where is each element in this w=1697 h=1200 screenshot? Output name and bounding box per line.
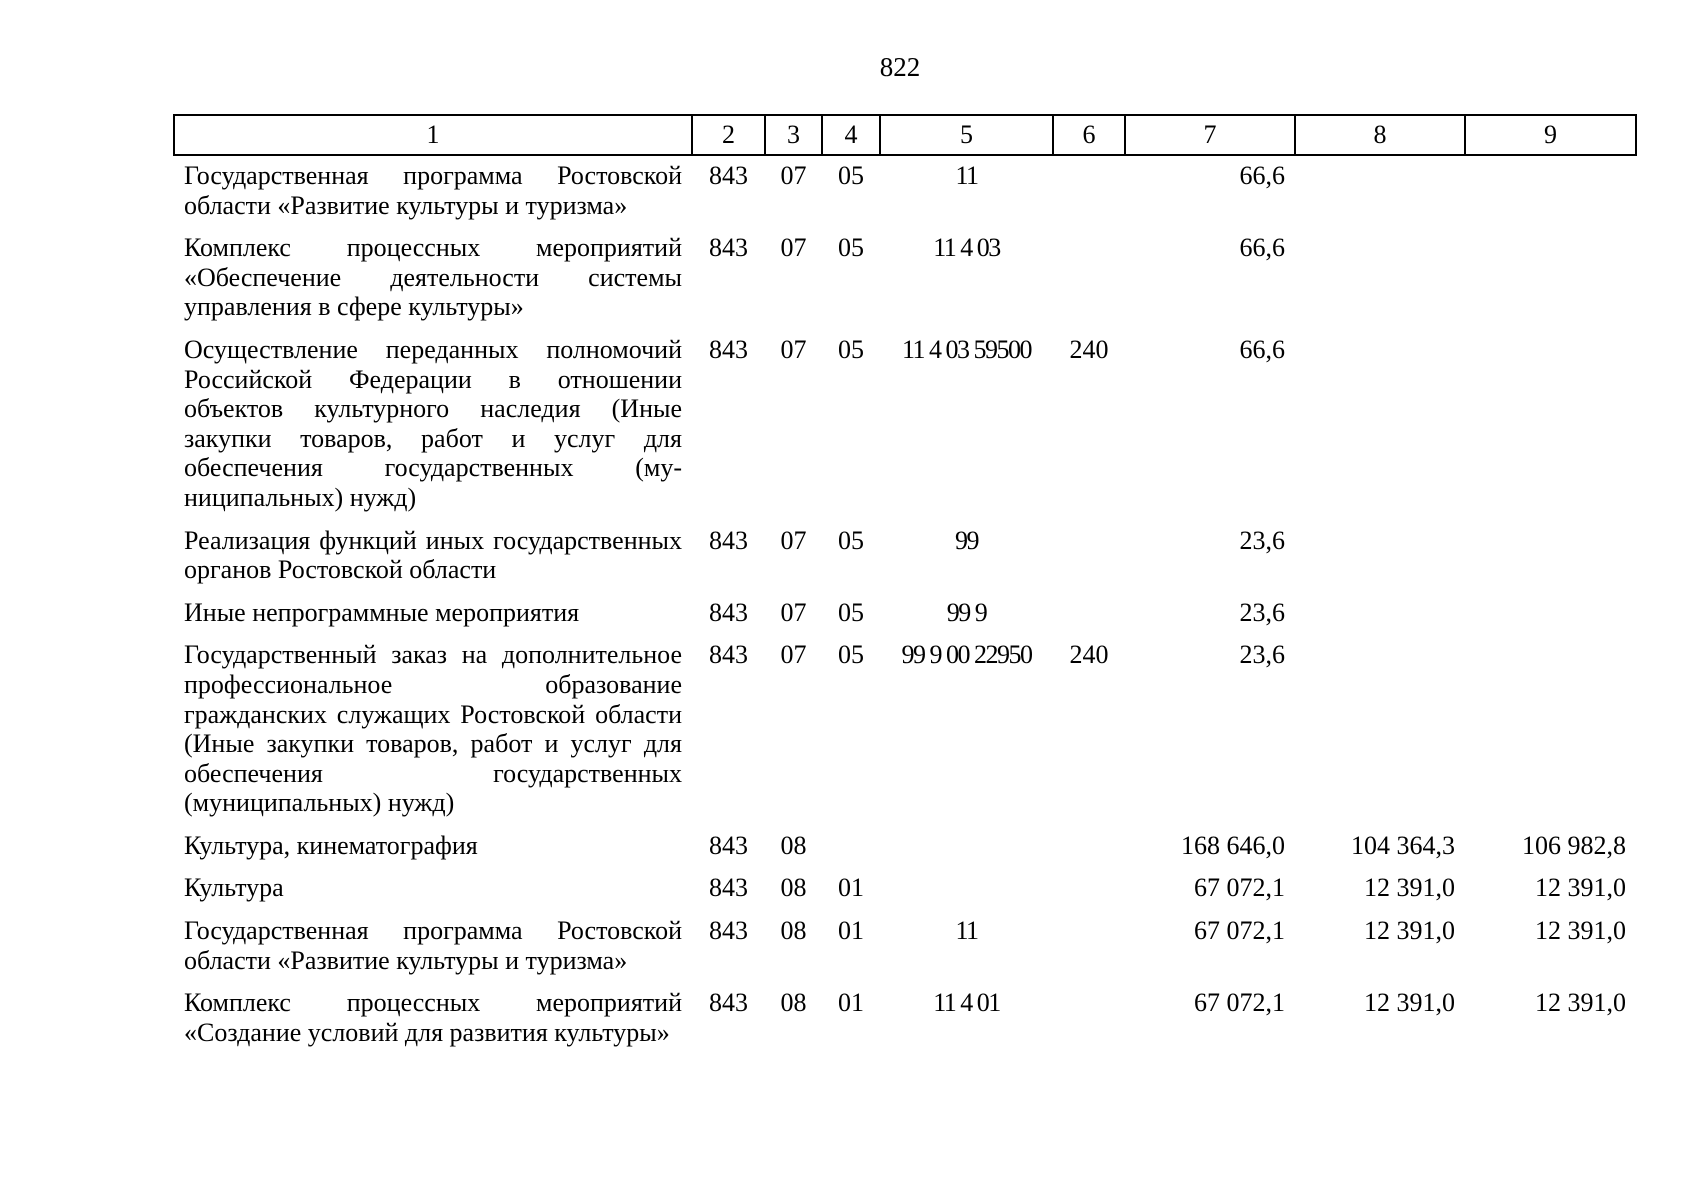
row-section-code: 08 [780, 988, 807, 1018]
header-col-3: 3 [765, 115, 822, 155]
row-amount-col9 [1465, 155, 1636, 228]
row-amount-col7: 67 072,1 [1194, 988, 1285, 1018]
row-name: Культура, кинематография [184, 830, 478, 860]
row-section-code: 07 [780, 525, 807, 555]
budget-table [173, 114, 1637, 1055]
row-target-article: 11 [955, 916, 978, 946]
row-amount-col9 [1465, 635, 1636, 826]
row-target-article: 11 4 03 [933, 233, 1000, 263]
row-amount-col7: 168 646,0 [1181, 830, 1285, 860]
row-name: Культура [184, 873, 284, 903]
row-amount-col7: 66,6 [1239, 233, 1285, 263]
row-expense-type [1053, 983, 1125, 1055]
row-amount-col9 [1465, 593, 1636, 636]
column-number-header [174, 115, 1636, 155]
row-ministry-code: 843 [709, 916, 748, 946]
row-subsection-code: 05 [838, 640, 864, 670]
page-number: 822 [879, 52, 921, 82]
row-target-article [880, 868, 1053, 911]
row-amount-col7: 67 072,1 [1194, 873, 1285, 903]
header-col-5: 5 [880, 115, 1053, 155]
table-row [174, 155, 1636, 228]
row-name: Комплекс процессных мероприятий «Создание условий для развития культуры» [184, 988, 682, 1047]
table-row [174, 868, 1636, 911]
row-amount-col8 [1295, 330, 1465, 521]
table-row [174, 911, 1636, 983]
row-target-article [880, 826, 1053, 869]
row-expense-type: 240 [1069, 640, 1109, 670]
row-amount-col9 [1465, 330, 1636, 521]
row-amount-col9: 12 391,0 [1535, 873, 1626, 903]
row-section-code: 07 [780, 334, 807, 364]
table-row [174, 635, 1636, 826]
row-section-code: 07 [780, 597, 807, 627]
row-ministry-code: 843 [709, 525, 748, 555]
row-expense-type [1053, 228, 1125, 330]
row-section-code: 08 [780, 830, 807, 860]
row-expense-type [1053, 155, 1125, 228]
row-name: Государственная программа Ростовской области «Развитие культуры и туризма» [184, 916, 682, 975]
row-subsection-code: 01 [838, 916, 864, 946]
row-amount-col8 [1295, 635, 1465, 826]
row-expense-type [1053, 521, 1125, 593]
row-name: Осуществление переданных полномочий Российской Федерации в отношении объектов культурного наследия (Иные закупки товаров, работ и услуг для обеспечения государственных (муниципальных) нужд) [184, 334, 682, 512]
row-amount-col7: 23,6 [1239, 525, 1285, 555]
header-col-2: 2 [692, 115, 765, 155]
row-amount-col8 [1295, 155, 1465, 228]
row-amount-col7: 66,6 [1239, 334, 1285, 364]
row-amount-col7: 23,6 [1239, 597, 1285, 627]
row-name: Государственный заказ на дополнительное профессиональное образование гражданских служащих Ростовской области (Иные закупки товаров, работ и услуг для обеспечения государственных (муниципальных) нужд) [184, 640, 682, 818]
row-section-code: 07 [780, 640, 807, 670]
row-ministry-code: 843 [709, 830, 748, 860]
row-expense-type: 240 [1069, 334, 1109, 364]
row-ministry-code: 843 [709, 161, 748, 190]
row-subsection-code: 05 [838, 597, 864, 627]
row-ministry-code: 843 [709, 334, 748, 364]
row-expense-type [1053, 826, 1125, 869]
row-ministry-code: 843 [709, 597, 748, 627]
row-amount-col8: 12 391,0 [1364, 988, 1455, 1018]
header-col-9: 9 [1465, 115, 1636, 155]
table-row [174, 593, 1636, 636]
table-row [174, 228, 1636, 330]
row-subsection-code [822, 826, 880, 869]
row-ministry-code: 843 [709, 988, 748, 1018]
row-amount-col9: 12 391,0 [1535, 988, 1626, 1018]
row-expense-type [1053, 593, 1125, 636]
row-amount-col9 [1465, 521, 1636, 593]
table-row [174, 330, 1636, 521]
row-name: Реализация функций иных государственных органов Ростовской области [184, 525, 682, 585]
row-amount-col7: 66,6 [1239, 161, 1285, 190]
row-amount-col9: 106 982,8 [1522, 830, 1626, 860]
row-amount-col7: 23,6 [1239, 640, 1285, 670]
row-section-code: 08 [780, 916, 807, 946]
row-subsection-code: 05 [838, 334, 864, 364]
row-section-code: 07 [780, 161, 807, 190]
row-section-code: 08 [780, 873, 807, 903]
row-target-article: 99 [955, 525, 978, 555]
row-name: Иные непрограммные мероприятия [184, 597, 580, 627]
row-subsection-code: 01 [838, 988, 864, 1018]
row-amount-col9: 12 391,0 [1535, 916, 1626, 946]
row-subsection-code: 01 [838, 873, 864, 903]
row-amount-col8 [1295, 521, 1465, 593]
row-ministry-code: 843 [709, 233, 748, 263]
header-col-4: 4 [822, 115, 880, 155]
row-target-article: 11 4 01 [933, 988, 1000, 1018]
row-amount-col8: 12 391,0 [1364, 873, 1455, 903]
row-target-article: 11 4 03 59500 [901, 334, 1032, 364]
row-target-article: 11 [955, 161, 978, 190]
row-expense-type [1053, 868, 1125, 911]
row-target-article: 99 9 00 22950 [901, 640, 1032, 670]
row-subsection-code: 05 [838, 233, 864, 263]
header-col-1: 1 [174, 115, 692, 155]
header-col-7: 7 [1125, 115, 1295, 155]
row-subsection-code: 05 [838, 525, 864, 555]
table-row [174, 521, 1636, 593]
row-section-code: 07 [780, 233, 807, 263]
row-amount-col8: 104 364,3 [1351, 830, 1455, 860]
header-col-6: 6 [1053, 115, 1125, 155]
row-amount-col8 [1295, 593, 1465, 636]
row-amount-col7: 67 072,1 [1194, 916, 1285, 946]
table-row [174, 983, 1636, 1055]
row-ministry-code: 843 [709, 873, 748, 903]
row-amount-col8 [1295, 228, 1465, 330]
row-target-article: 99 9 [946, 597, 987, 627]
row-subsection-code: 05 [838, 161, 864, 190]
row-amount-col9 [1465, 228, 1636, 330]
row-amount-col8: 12 391,0 [1364, 916, 1455, 946]
row-name: Государственная программа Ростовской области «Развитие культуры и туризма» [184, 161, 682, 220]
row-expense-type [1053, 911, 1125, 983]
row-name: Комплекс процессных мероприятий «Обеспечение деятельности системы управления в сфере культуры» [184, 233, 682, 322]
header-col-8: 8 [1295, 115, 1465, 155]
table-row [174, 826, 1636, 869]
row-ministry-code: 843 [709, 640, 748, 670]
